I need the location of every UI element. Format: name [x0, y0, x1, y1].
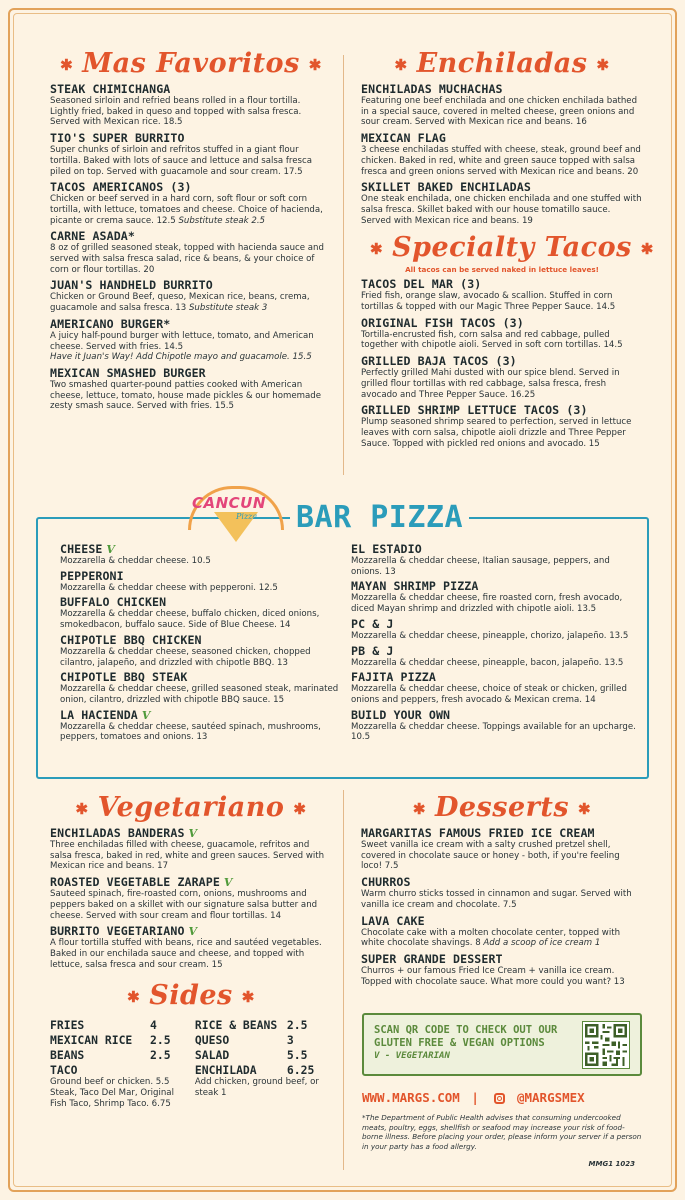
- menu-item-description: [361, 96, 643, 128]
- menu-item-name: [351, 617, 637, 631]
- menu-item: [351, 644, 637, 669]
- menu-item-description-text: Two smashed quarter-pound patties cooked with American cheese, lettuce, tomato, house made pickles & our homemade zesty smash sauce. Served with fries. 15.5: [50, 379, 321, 412]
- enchiladas-title: ✱ Enchiladas ✱: [394, 48, 610, 79]
- side-item-price: 4: [150, 1017, 157, 1032]
- side-item-price: 3: [286, 1032, 294, 1047]
- side-item: [50, 1047, 195, 1062]
- sides-col1-rows: [50, 1017, 195, 1077]
- enchiladas-section: [361, 48, 654, 449]
- menu-item: [50, 131, 332, 177]
- menu-item-name-text: SKILLET BAKED ENCHILADAS: [361, 180, 531, 195]
- desserts-title: ✱ Desserts ✱: [412, 792, 592, 823]
- menu-item-name-text: PB & J: [351, 643, 394, 658]
- menu-item-name-text: BUILD YOUR OWN: [351, 707, 451, 722]
- menu-item-name: [361, 354, 643, 368]
- menu-item-description-text: A juicy half-pound burger with lettuce, tomato, and American cheese. Served with fries. 14.5: [50, 330, 314, 352]
- instagram-icon: [494, 1093, 505, 1104]
- menu-item-description: [50, 145, 332, 177]
- menu-item: [50, 366, 332, 412]
- website-link[interactable]: WWW.MARGS.COM: [362, 1090, 460, 1105]
- menu-item-description: [361, 840, 643, 872]
- bar-pizza-title: BAR PIZZA: [290, 500, 469, 535]
- menu-item-description-text: 3 cheese enchiladas stuffed with cheese, steak, ground beef and chicken. Baked in red, white and green sauce topped with salsa fresca and green onions served with Mexican rice and beans. 20: [361, 145, 641, 177]
- menu-item: [361, 354, 643, 400]
- menu-item-name-text: STEAK CHIMICHANGA: [50, 82, 171, 96]
- side-item-price: 5.5: [286, 1047, 308, 1062]
- menu-item-name: [50, 875, 332, 889]
- star-icon: ✱: [60, 55, 74, 74]
- vegetarian-icon: V: [219, 876, 233, 890]
- side-item-price: 6.25: [286, 1062, 315, 1077]
- menu-item-description: [361, 889, 643, 910]
- qr-line-1: SCAN QR CODE TO CHECK OUT OUR: [374, 1024, 558, 1036]
- menu-item-name: [361, 952, 643, 966]
- sides-col2-rows: [195, 1017, 332, 1077]
- star-icon: ✱: [75, 799, 89, 818]
- menu-item-name: [60, 595, 342, 609]
- menu-item: [50, 826, 332, 872]
- star-icon: ✱: [241, 987, 255, 1006]
- menu-item-description-text: Mozzarella & cheddar cheese, sautéed spinach, mushrooms, peppers, tomatoes and onions. 13: [60, 721, 321, 743]
- menu-item-description-text: Mozzarella & cheddar cheese, pineapple, bacon, jalapeño. 13.5: [351, 657, 624, 668]
- menu-item-description-text: Mozzarella & cheddar cheese. 10.5: [60, 556, 211, 566]
- menu-item-description-text: Plump seasoned shrimp seared to perfection, served in lettuce leaves with corn salsa, chipotle aioli drizzle and Three Pepper Sauce. Topped with pickled red onions and avocado. 15: [361, 417, 632, 449]
- vegetarian-icon: V: [102, 543, 116, 556]
- divider-top: [343, 55, 344, 475]
- enchilada-desc: Add chicken, ground beef, or steak 1: [194, 1077, 319, 1099]
- menu-item-name-text: MAYAN SHRIMP PIZZA: [351, 579, 479, 594]
- menu-item-description-text: One steak enchilada, one chicken enchilada and one stuffed with salsa fresca. Skillet baked with our house tomatillo sauce. Served with Mexican rice and beans. 19: [361, 194, 642, 226]
- star-icon: ✱: [308, 55, 322, 74]
- menu-item-description-text: Mozzarella & cheddar cheese with pepperoni. 12.5: [60, 582, 278, 593]
- menu-item-name: [361, 131, 643, 145]
- side-item-name: RICE & BEANS: [194, 1017, 278, 1032]
- sides-col-2: [195, 1017, 332, 1109]
- menu-item: [60, 670, 342, 705]
- mas-favoritos-list: [50, 82, 332, 412]
- menu-item-description: [361, 145, 643, 177]
- menu-item-name-text: CHIPOTLE BBQ CHICKEN: [60, 632, 202, 647]
- star-icon: ✱: [596, 55, 610, 74]
- side-item-name: FRIES: [50, 1017, 85, 1032]
- menu-item-description-text: Sauteed spinach, fire-roasted corn, onions, mushrooms and peppers baked on a skillet with our signature salsa butter and cheese. Served with sour cream and flour tortillas. 14: [50, 889, 318, 921]
- menu-item-description-text: Mozzarella & cheddar cheese, choice of steak or chicken, grilled onions and peppers, fresh avocado & Mexican crema. 14: [351, 684, 627, 705]
- star-icon: ✱: [578, 799, 592, 818]
- menu-item: [50, 82, 332, 128]
- star-icon: ✱: [370, 239, 384, 258]
- menu-item-name-text: ENCHILADAS MUCHACHAS: [361, 82, 503, 96]
- menu-item: [60, 542, 342, 567]
- enchiladas-list: [361, 82, 643, 226]
- menu-item: [50, 924, 332, 970]
- menu-item-description: [60, 556, 342, 567]
- menu-item-description-text: Mozzarella & cheddar cheese, pineapple, chorizo, jalapeño. 13.5: [351, 630, 629, 641]
- divider-bottom: [343, 790, 344, 1170]
- menu-item-description-text: Chicken or Ground Beef, queso, Mexican rice, beans, crema, guacamole and salsa fresca. 13: [50, 292, 310, 314]
- menu-item-name-text: EL ESTADIO: [351, 542, 422, 556]
- menu-item-description-text: Chocolate cake with a molten chocolate center, topped with white chocolate shavings. 8: [361, 927, 621, 949]
- menu-item-description: [50, 331, 332, 363]
- menu-item-description-text: A flour tortilla stuffed with beans, rice and sautéed vegetables. Baked in our enchilada sauce and cheese, and topped with lettuce, salsa fresca and sour cream. 15: [50, 938, 322, 970]
- separator: |: [471, 1090, 479, 1105]
- menu-item-extra: Substitute steak 2.5: [175, 215, 266, 226]
- menu-item: [361, 316, 643, 351]
- star-icon: ✱: [394, 55, 408, 74]
- vegetarian-icon: V: [137, 708, 151, 722]
- menu-item-description-text: Perfectly grilled Mahi dusted with our spice blend. Served in grilled flour tortillas with red cabbage, salsa fresca, fresh avocado and Three Pepper Sauce. 16.25: [361, 368, 620, 400]
- menu-item: [60, 595, 342, 630]
- menu-item-name: [361, 316, 643, 330]
- menu-item: [361, 180, 643, 226]
- vegetarian-icon: V: [184, 925, 198, 939]
- menu-item-description-text: Mozzarella & cheddar cheese, buffalo chicken, diced onions, smokedbacon, buffalo sauce. Side of Blue Cheese. 14: [60, 609, 320, 631]
- menu-item: [50, 875, 332, 921]
- menu-item-description-text: Super chunks of sirloin and refritos stuffed in a giant flour tortilla. Baked with lots of sauce and lettuce and salsa fresca piled on top. Served with guacamole and sour cream. 17.5: [50, 145, 312, 177]
- menu-item-description: [50, 243, 332, 275]
- menu-item-description: [351, 556, 637, 577]
- side-item-name: TACO: [50, 1062, 78, 1077]
- menu-item-name: [50, 180, 332, 194]
- menu-item-name-text: BUFFALO CHICKEN: [60, 595, 167, 610]
- menu-item-description: [50, 194, 332, 226]
- menu-item-name-text: PEPPERONI: [60, 568, 124, 583]
- menu-item-description: [351, 722, 637, 743]
- qr-text: [374, 1024, 557, 1063]
- menu-item-name: [50, 82, 332, 96]
- menu-item-description: [361, 966, 643, 987]
- menu-item-name: [351, 542, 637, 556]
- menu-item-name-text: MEXICAN SMASHED BURGER: [50, 365, 206, 380]
- menu-item-name: [60, 670, 342, 684]
- menu-item-description: [50, 292, 332, 313]
- qr-panel[interactable]: [362, 1013, 642, 1076]
- cancun-pizza-logo: [188, 486, 288, 548]
- menu-item-name-text: ORIGINAL FISH TACOS (3): [361, 315, 524, 330]
- menu-item-name-text: LA HACIENDA: [60, 707, 138, 722]
- specialty-tacos-list: [361, 277, 643, 449]
- health-disclaimer: *The Department of Public Health advises that consuming undercooked meats, poultry, eggs, shellfish or seafood may increase your risk of food-borne illness. Before placing your order, please inform your server if a person in your party has a food allergy.: [362, 1113, 642, 1151]
- menu-item-description: [60, 647, 342, 668]
- logo-sub-text: Pizza: [236, 512, 258, 521]
- menu-item-description-text: Featuring one beef enchilada and one chicken enchilada bathed in a special sauce, covered in melted cheese, green onions and sour cream. Served with Mexican rice and beans. 16: [361, 96, 638, 128]
- qr-line-2: GLUTEN FREE & VEGAN OPTIONS: [374, 1037, 545, 1049]
- menu-item: [361, 82, 643, 128]
- instagram-handle[interactable]: @MARGSMEX: [516, 1090, 585, 1105]
- menu-item-description: [351, 684, 637, 705]
- menu-item: [60, 708, 342, 743]
- menu-item-name: [361, 875, 643, 889]
- menu-item-name-text: CHEESE: [60, 542, 103, 556]
- tacos-note: All tacos can be served naked in lettuce leaves!: [405, 265, 599, 275]
- menu-item-description: [361, 417, 643, 449]
- menu-item-name-text: BURRITO VEGETARIANO: [50, 924, 185, 939]
- menu-item-description: [50, 96, 332, 128]
- menu-item: [361, 952, 643, 987]
- vegetarian-icon: V: [184, 827, 198, 840]
- menu-item-description-text: Chicken or beef served in a hard corn, soft flour or soft corn tortilla, with lettuce, tomatoes and cheese. Choice of hacienda, picante or crema sauce. 12.5: [50, 194, 323, 226]
- menu-item-extra: Substitute steak 3: [186, 303, 268, 314]
- side-item: [50, 1032, 195, 1047]
- side-item-name: BEANS: [50, 1047, 85, 1062]
- menu-item: [361, 914, 643, 949]
- menu-item-name-text: CHURROS: [361, 875, 411, 890]
- side-item: [195, 1062, 332, 1077]
- star-icon: ✱: [412, 799, 426, 818]
- menu-item-description-text: 8 oz of grilled seasoned steak, topped with hacienda sauce and served with salsa fresca salad, rice & beans, & your choice of corn or flour tortillas. 20: [50, 243, 324, 275]
- logo-main-text: CANCUN: [192, 494, 266, 512]
- menu-item-name: [361, 277, 643, 291]
- menu-item-name-text: GRILLED BAJA TACOS (3): [361, 354, 517, 369]
- menu-item-description: [60, 583, 342, 594]
- qr-code-icon[interactable]: [582, 1021, 630, 1069]
- menu-item-name-text: PC & J: [351, 616, 394, 631]
- menu-item-description: [351, 593, 637, 614]
- side-item: [50, 1062, 195, 1077]
- menu-item-name-text: GRILLED SHRIMP LETTUCE TACOS (3): [361, 403, 588, 418]
- menu-item-name: [351, 670, 637, 684]
- menu-item-name: [361, 826, 643, 840]
- menu-item-description-text: Mozzarella & cheddar cheese, seasoned chicken, chopped cilantro, jalapeño, and drizzled with chipotle BBQ. 13: [60, 646, 311, 668]
- menu-item-name: [361, 914, 643, 928]
- menu-item-name: [351, 708, 637, 722]
- menu-item-name: [351, 644, 637, 658]
- pizza-left-column: [60, 540, 342, 743]
- side-item-name: QUESO: [194, 1032, 230, 1047]
- menu-item-name-text: LAVA CAKE: [361, 913, 425, 928]
- menu-item-name: [361, 180, 643, 194]
- sides-grid: [50, 1017, 332, 1109]
- menu-item-description: [50, 938, 332, 970]
- menu-item: [60, 569, 342, 594]
- menu-item-name-text: AMERICANO BURGER*: [50, 316, 171, 331]
- menu-item-name: [60, 633, 342, 647]
- qr-line-3: V - VEGETARIAN: [374, 1051, 450, 1061]
- menu-item-name-text: JUAN'S HANDHELD BURRITO: [50, 278, 213, 293]
- star-icon: ✱: [127, 987, 141, 1006]
- menu-item: [50, 317, 332, 363]
- menu-item-name-text: ENCHILADAS BANDERAS: [50, 826, 185, 840]
- menu-item-name: [50, 366, 332, 380]
- menu-item-name-text: FAJITA PIZZA: [351, 670, 436, 685]
- menu-item: [351, 617, 637, 642]
- menu-item: [351, 579, 637, 614]
- menu-item-description: [361, 194, 643, 226]
- vegetariano-list: [50, 826, 332, 970]
- menu-item-name-text: TACOS DEL MAR (3): [361, 277, 482, 292]
- menu-item-description: [60, 722, 342, 743]
- menu-item-name-text: MEXICAN FLAG: [361, 131, 446, 146]
- menu-item-description: [351, 658, 637, 669]
- menu-item-description-text: Mozzarella & cheddar cheese, fire roasted corn, fresh avocado, diced Mayan shrimp and drizzled with chipotle aioli. 13.5: [351, 593, 623, 615]
- menu-item-name-text: CHIPOTLE BBQ STEAK: [60, 670, 188, 685]
- menu-item-description-text: Sweet vanilla ice cream with a salty crushed pretzel shell, covered in chocolate sauce or honey - both, if you're feeling loco! 7.5: [361, 840, 620, 872]
- side-item-price: 2.5: [150, 1032, 171, 1047]
- menu-item: [50, 180, 332, 226]
- pizza-right-column: [351, 540, 637, 743]
- menu-item: [50, 229, 332, 275]
- menu-item-description-text: Seasoned sirloin and refried beans rolled in a flour tortilla. Lightly fried, baked in queso and topped with salsa fresca. Served with Mexican rice. 18.5: [50, 96, 302, 128]
- menu-item-name: [50, 317, 332, 331]
- menu-item-name: [50, 924, 332, 938]
- side-item: [50, 1017, 195, 1032]
- menu-item-name: [50, 229, 332, 243]
- side-item: [195, 1017, 332, 1032]
- side-item-name: SALAD: [194, 1047, 230, 1062]
- menu-item-description: [60, 609, 342, 630]
- menu-item: [361, 277, 643, 312]
- menu-item-name: [50, 826, 332, 840]
- menu-item-description: [361, 291, 643, 312]
- vegetariano-section: [50, 792, 332, 1109]
- menu-item: [50, 278, 332, 313]
- sides-col-1: [50, 1017, 195, 1109]
- menu-item-description: [50, 840, 332, 872]
- side-item: [195, 1032, 332, 1047]
- menu-item: [351, 708, 637, 743]
- side-item-price: 2.5: [150, 1047, 171, 1062]
- menu-item-description-text: Mozzarella & cheddar cheese. Toppings available for an upcharge. 10.5: [351, 721, 636, 743]
- menu-item-description-text: Three enchiladas filled with cheese, guacamole, refritos and salsa fresca, baked in red, white and green sauces. Served with Mexican rice and beans. 17: [50, 840, 325, 872]
- menu-item-name: [351, 579, 637, 593]
- side-item-price: 2.5: [286, 1017, 308, 1032]
- vegetariano-title: ✱ Vegetariano ✱: [75, 792, 307, 823]
- menu-item-description: [50, 889, 332, 921]
- menu-item-name-text: SUPER GRANDE DESSERT: [361, 951, 503, 966]
- menu-item-name: [50, 131, 332, 145]
- side-item-name: MEXICAN RICE: [50, 1032, 133, 1047]
- menu-code: MMG1 1023: [588, 1160, 635, 1168]
- menu-item-description: [50, 380, 332, 412]
- menu-item-extra: Have it Juan's Way! Add Chipotle mayo and guacamole. 15.5: [50, 352, 312, 363]
- menu-item-description: [361, 368, 643, 400]
- side-item: [195, 1047, 332, 1062]
- mas-favoritos-section: [50, 48, 332, 412]
- menu-item-name: [60, 569, 342, 583]
- menu-item-name-text: TIO'S SUPER BURRITO: [50, 131, 185, 146]
- menu-item-name: [50, 278, 332, 292]
- menu-item-description-text: Mozzarella & cheddar cheese, Italian sausage, peppers, and onions. 13: [351, 556, 610, 577]
- menu-item-description-text: Warm churro sticks tossed in cinnamon and sugar. Served with vanilla ice cream and chocolate. 7.5: [361, 889, 632, 910]
- star-icon: ✱: [640, 239, 654, 258]
- menu-item-description-text: Tortilla-encrusted fish, corn salsa and red cabbage, pulled together with chipotle aioli. Served in soft corn tortillas. 14.5: [361, 329, 623, 351]
- menu-item-description: [60, 684, 342, 705]
- desserts-section: [361, 792, 643, 987]
- menu-item: [361, 875, 643, 910]
- menu-item-name: [60, 708, 342, 722]
- menu-item-extra: Add a scoop of ice cream 1: [480, 938, 601, 949]
- menu-item: [361, 826, 643, 872]
- menu-item-description-text: Churros + our famous Fried Ice Cream + vanilla ice cream. Topped with chocolate sauce. What more could you want? 13: [361, 965, 625, 987]
- footer-links: [362, 1090, 585, 1105]
- menu-item-description-text: Mozzarella & cheddar cheese, grilled seasoned steak, marinated onion, cilantro, drizzled with chipotle BBQ sauce. 15: [60, 684, 339, 705]
- menu-item: [60, 633, 342, 668]
- menu-item-name: [361, 403, 643, 417]
- menu-item-name-text: ROASTED VEGETABLE ZARAPE: [50, 875, 220, 890]
- sides-title: ✱ Sides ✱: [127, 980, 255, 1012]
- menu-item: [361, 403, 643, 449]
- desserts-list: [361, 826, 643, 987]
- specialty-tacos-title: ✱ Specialty Tacos ✱: [370, 232, 654, 264]
- menu-item-name: [361, 82, 643, 96]
- menu-item: [361, 131, 643, 177]
- menu-item-description: [351, 631, 637, 642]
- mas-favoritos-title: ✱ Mas Favoritos ✱: [60, 48, 322, 79]
- menu-item-name-text: TACOS AMERICANOS (3): [50, 180, 192, 195]
- menu-item-name-text: CARNE ASADA*: [50, 229, 135, 244]
- menu-item-name-text: MARGARITAS FAMOUS FRIED ICE CREAM: [361, 826, 595, 840]
- menu-item-description-text: Fried fish, orange slaw, avocado & scallion. Stuffed in corn tortillas & topped with our Magic Three Pepper Sauce. 14.5: [361, 291, 616, 313]
- menu-item: [351, 670, 637, 705]
- taco-desc: Ground beef or chicken. 5.5 Steak, Taco Del Mar, Original Fish Taco, Shrimp Taco. 6.75: [50, 1077, 174, 1109]
- menu-item-description: [361, 330, 643, 351]
- menu-item-name: [60, 542, 342, 556]
- star-icon: ✱: [293, 799, 307, 818]
- menu-item: [351, 542, 637, 577]
- side-item-name: ENCHILADA: [194, 1062, 257, 1077]
- menu-item-description: [361, 928, 643, 949]
